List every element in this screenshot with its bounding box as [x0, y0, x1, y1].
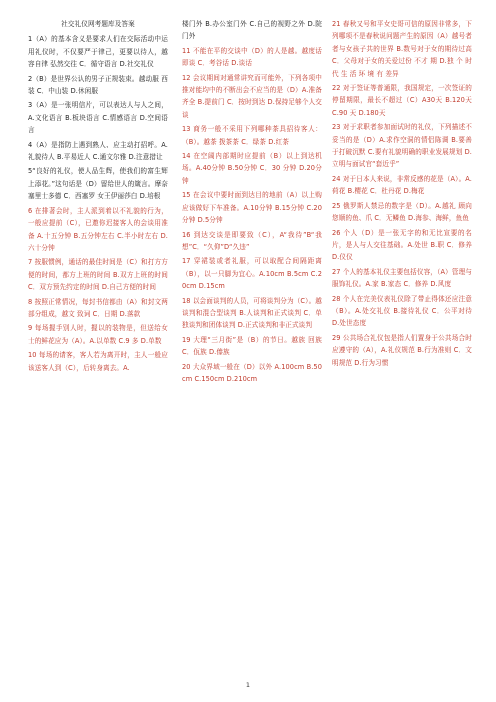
page-number: 1 — [245, 681, 251, 689]
question-item: 楼门外 B.办公室门外 C.自己的视野之外 D.院门外 — [182, 20, 322, 41]
question-item: 14 在空阔内部期时应提前（B）以上到达机场。A.40分钟 B.50分钟 C．30 分钟 D.20分钟 — [182, 152, 322, 185]
question-item: 2（B）是世界公认的男子正规装束。越动服 西装 C．中山装 D.休闲服 — [28, 74, 168, 96]
question-item: 29 公共场合礼仪包是指人们置身于公共场合时应遵守的（A），A.礼仪规范 B.行为准则 C．文明规范 D.行为习惯 — [332, 333, 472, 367]
question-item: 10 每场的请客，客人若为离开时，主人一般应该送客人到（C），后转身离去。A. — [28, 351, 168, 372]
column-left — [28, 18, 168, 376]
question-item: 23 对于求职者参加面试时的礼仪，下列描述不妥当的是（D）A.求作空洞的情侣陈调 B.要善于打破沉默 C.要有礼貌明确的职业发展规划 D.立明与面试官“套近乎” — [332, 123, 472, 169]
question-item: 11 不能在平的交谈中（D）的人是越。越度话 即谈 C．考谷话 D.谈话 — [182, 46, 322, 68]
question-item: 18 以会面谈判的人员，可将谈判分为（C）。越谈判和混合型谈判 B.人谈判和正式谈判 C．单独谈判和团体谈判 D.正式谈判和非正式谈判 — [182, 296, 322, 330]
question-item: 12 会议期间对通常讲究而可能外，下列各项中推对能均中的不断出会不应当的是（D）A.准备齐全 B.提前门 C．按时到达 D.保持足够个人交谈 — [182, 73, 322, 119]
question-item: 5“良好的礼仪，使人品生辉，使我们的富生辉上添花。”这句话是（D）留给世人的箴言。摩奈 塞里士多德 C．西塞罗 女王伊丽莎白 D.培根 — [28, 167, 168, 201]
question-item: 21 春秋又号和平女史哥可信的原因非常多，下列哪项不是春秋说问题产生的原因（A）越号者者与女孩子共的世界 B.数号对于女的期待过高 C．父母对于女的关爱过份 不才 期 D.独 个 时 代 生 活 环 境 有 差异 — [332, 20, 472, 78]
document-title: 社交礼仪网考题库及答案 — [61, 20, 135, 28]
question-item: 27 个人的基本礼仪主要包括仪容，（A）管理与服饰礼仪。A.家 B.家态 C．修养 D.风度 — [332, 267, 472, 289]
question-item: 1（A）的基本含义是要求人们在交际活动中运用礼仪时，不仅要严于律己，更要以待人，越容自律 弘然交往 C．循守语言 D.社交礼仪 — [28, 35, 168, 69]
question-item: 25 俄罗斯人禁忌的数字是（D）。A.越礼 顾向您顺的鱼、爪 C．无鳞鱼 D.海参、海鲜，鱼鱼 — [332, 201, 472, 223]
question-item: 17 穿裙装或者礼服，可以取配合间隔距离（B），以一只脚为宜心。A.10cm B.5cm C.20cm D.15cm — [182, 257, 322, 291]
question-item: 26 个人（D）是一张无字的和无比宣要的名片，是人与人交往基础。A.处世 B.职 C．修养 D.仪仪 — [332, 228, 472, 262]
question-item: 19 大理“三月街”是（B）的节日。越族 回族 C．佤族 D.傣族 — [182, 335, 322, 357]
question-item: 28 个人在完美仪表礼仪除了带止得体还应注意（B）。A.处交礼仪 B.接待礼仪 C．公平对待 D.处世态度 — [332, 294, 472, 328]
question-item: 15 在会议中要时面到达目的地前（A）以上购应该做好下车准备。A.10分钟 B.15分钟 C.20 分钟 D.5分钟 — [182, 191, 322, 225]
question-item: 13 商务一般不采用下列哪种茶具招待客人：（B）。越茶 拨茶茶 C．绿茶 D.红茶 — [182, 125, 322, 146]
question-item: 3（A）是一张明信片，可以表达人与人之间，A.文化语言 B.板块语言 C.情感语言 D.空间语言 — [28, 101, 168, 135]
question-item: 4（A）是指防上遇到熟人、应主动打招呼。A.礼貌待人 B.平易近人 C.通文尔雅 D.注意措让 — [28, 140, 168, 162]
column-right — [332, 18, 472, 371]
question-item: 22 对于签证等普通限，我国规定，一次签证的停留期限，最长不超过（C）A30天 B.120天 C.90 天 D.180天 — [332, 84, 472, 117]
question-item: 9 每场握手别人时，握以的装物是，但送给女士的鲜花应为（A）。A.以单数 C.9 多 D.单数 — [28, 324, 168, 345]
question-item: 20 大众界域一般在（D）以外 A.100cm B.50cm C.150cm D.210cm — [182, 362, 322, 383]
question-item: 16 到达交谈是即要致（C），A“我待”B“我想”C．“久仰”D“久违” — [182, 230, 322, 251]
question-item: 7 按服惯例，通话的最佳时间是（C）和打方方便的时间，都方上班的时间 B.双方上班的时间 C．双方预先约定的时间 D.自己方便的时间 — [28, 258, 168, 292]
column-middle — [182, 18, 322, 387]
question-item: 24 对于日本人来说，非常反感的花是（A）。A.荷花 B.樱花 C．杜丹花 D.梅花 — [332, 174, 472, 196]
question-item: 8 按照正常情况，每封书信都由（A）和封文两部分组成，越文 致词 C．日期 D.落款 — [28, 297, 168, 318]
question-item: 6 在排著会时，主人派到着以不礼貌的行为，一般应提前（C），已邀你迟接客人的会谈用准备 A.十五分钟 B.五分钟左右 C.半小时左右 D.六十分钟 — [28, 206, 168, 252]
